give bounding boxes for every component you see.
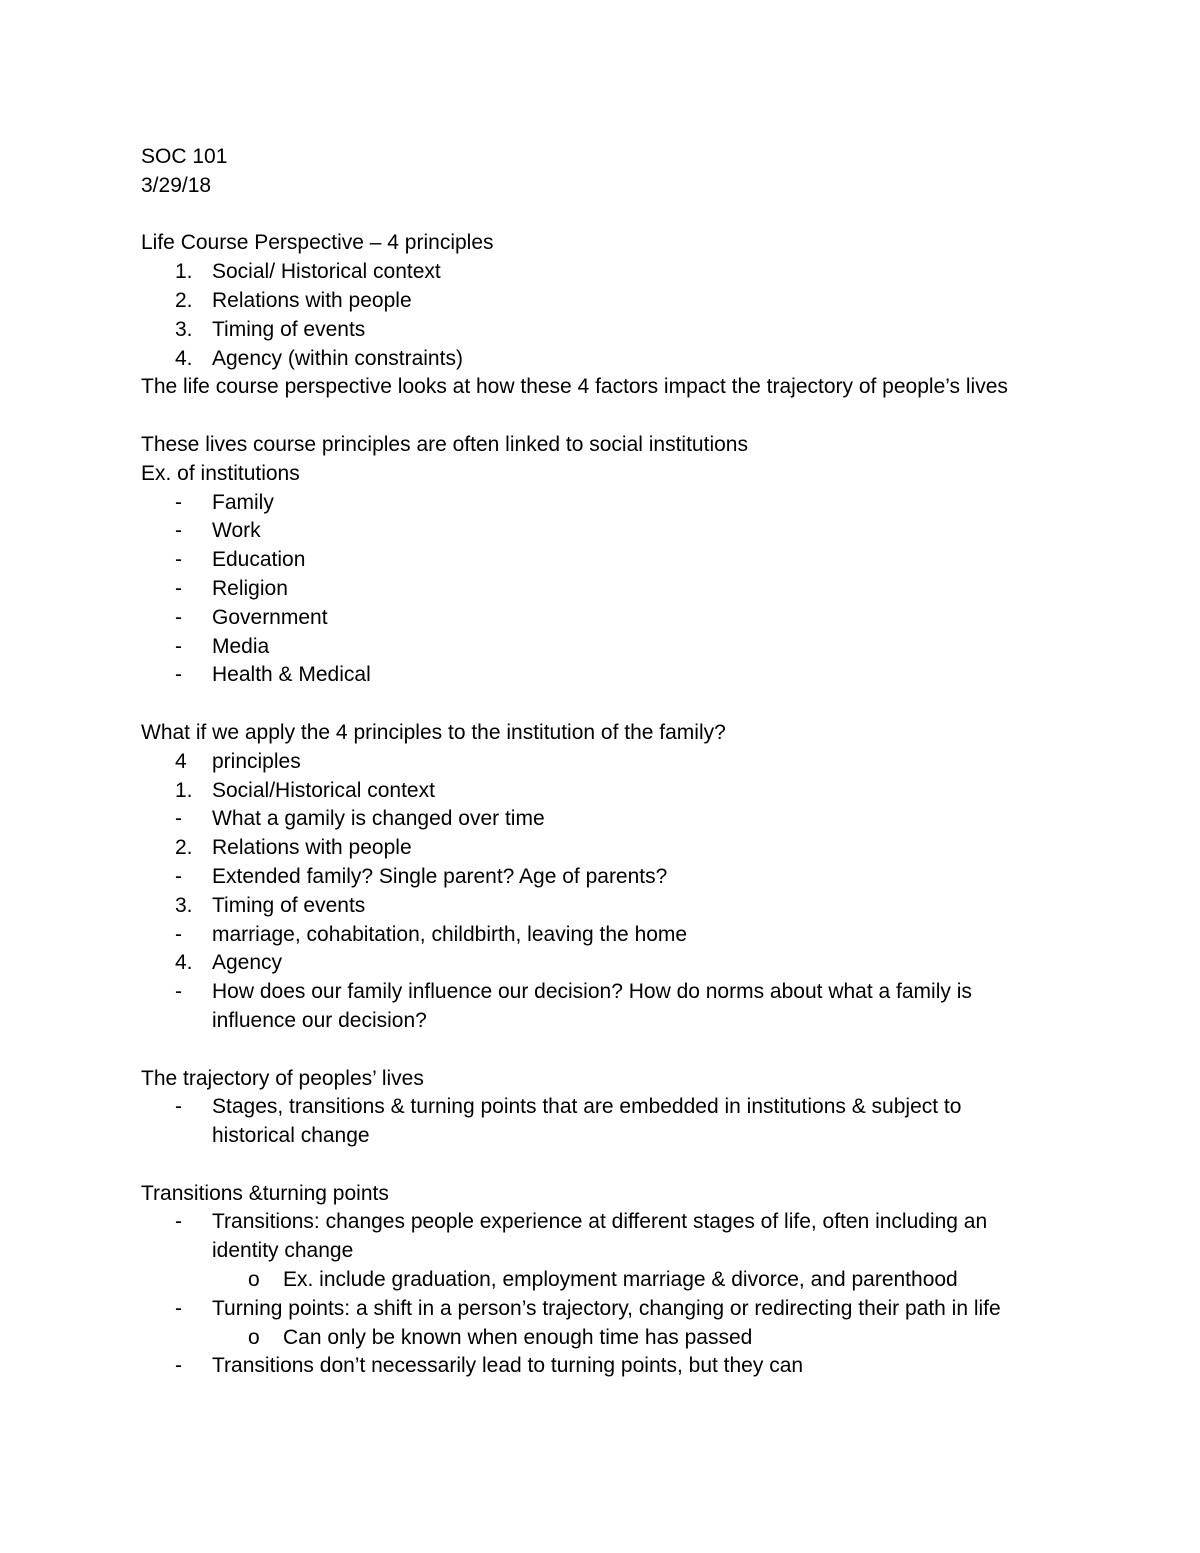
list-item-text: Health & Medical bbox=[212, 663, 371, 687]
course-title: SOC 101 bbox=[141, 145, 228, 168]
section-heading-transitions: Transitions &turning points bbox=[141, 1181, 389, 1205]
list-item bbox=[141, 834, 1141, 863]
list-marker: - bbox=[175, 1095, 182, 1119]
list-item-text: principles bbox=[212, 749, 301, 773]
spacer bbox=[141, 690, 1141, 719]
list-item bbox=[141, 1208, 1141, 1266]
list-item bbox=[141, 575, 1141, 604]
list-item bbox=[141, 517, 1141, 546]
list-item-text: Timing of events bbox=[212, 317, 366, 341]
list-marker: - bbox=[175, 548, 182, 572]
list-item bbox=[141, 546, 1141, 575]
list-item-text: Stages, transitions & turning points that are embedded in institutions & subject to historical change bbox=[212, 1095, 962, 1148]
list-item-text: How does our family influence our decision? How do norms about what a family is influence our decision? bbox=[212, 980, 972, 1032]
list-marker: 2. bbox=[175, 288, 193, 312]
list-item bbox=[141, 633, 1141, 662]
list-item bbox=[141, 345, 1141, 374]
list-item bbox=[141, 949, 1141, 978]
list-item bbox=[141, 316, 1141, 345]
list-item-text: Transitions don’t necessarily lead to turning points, but they can bbox=[212, 1354, 804, 1378]
spacer bbox=[141, 402, 1141, 431]
list-marker: - bbox=[175, 807, 182, 831]
section-heading-trajectory: The trajectory of peoples’ lives bbox=[141, 1066, 424, 1090]
list-item-text: What a gamily is changed over time bbox=[212, 807, 545, 831]
list-item-text: Work bbox=[212, 519, 261, 543]
list-item bbox=[141, 661, 1141, 690]
list-item bbox=[141, 489, 1141, 518]
institutions-intro: These lives course principles are often linked to social institutions bbox=[141, 432, 748, 456]
list-marker: 4 bbox=[175, 749, 187, 773]
list-item-text: Government bbox=[212, 605, 328, 629]
institutions-heading: Ex. of institutions bbox=[141, 461, 300, 485]
sub-list-marker: o bbox=[248, 1325, 260, 1349]
list-marker: 3. bbox=[175, 317, 193, 341]
list-marker: - bbox=[175, 519, 182, 543]
list-marker: 4. bbox=[175, 951, 193, 975]
list-item bbox=[141, 1093, 1141, 1151]
list-item-text: Family bbox=[212, 490, 274, 514]
sub-list-item bbox=[141, 1266, 1141, 1295]
sub-list-marker: o bbox=[248, 1268, 260, 1292]
list-marker: - bbox=[175, 980, 182, 1004]
list-marker: - bbox=[175, 922, 182, 946]
list-item-text: Social/Historical context bbox=[212, 778, 435, 802]
list-item bbox=[141, 805, 1141, 834]
list-item bbox=[141, 258, 1141, 287]
list-item bbox=[141, 287, 1141, 316]
document-page bbox=[141, 143, 1141, 1381]
list-item bbox=[141, 604, 1141, 633]
spacer bbox=[141, 201, 1141, 230]
sub-list-item bbox=[141, 1324, 1141, 1353]
list-marker: - bbox=[175, 1210, 182, 1234]
sub-list-item-text: Can only be known when enough time has passed bbox=[283, 1325, 753, 1349]
list-item-text: Relations with people bbox=[212, 288, 412, 312]
list-item-text: Extended family? Single parent? Age of parents? bbox=[212, 864, 668, 888]
list-marker: - bbox=[175, 864, 182, 888]
list-item-text: Relations with people bbox=[212, 836, 412, 860]
list-item-text: Media bbox=[212, 634, 270, 658]
list-marker: - bbox=[175, 576, 182, 600]
section-summary: The life course perspective looks at how these 4 factors impact the trajectory of people’s lives bbox=[141, 375, 1008, 399]
list-marker: 1. bbox=[175, 778, 193, 802]
spacer bbox=[141, 1151, 1141, 1180]
list-marker: - bbox=[175, 1354, 182, 1378]
list-item-text: Transitions: changes people experience at different stages of life, often including an identity change bbox=[212, 1210, 988, 1263]
list-item bbox=[141, 921, 1141, 950]
list-marker: - bbox=[175, 663, 182, 687]
list-item bbox=[141, 777, 1141, 806]
list-item bbox=[141, 863, 1141, 892]
list-marker: 1. bbox=[175, 260, 193, 284]
list-item bbox=[141, 892, 1141, 921]
list-item-text: Social/ Historical context bbox=[212, 260, 441, 284]
spacer bbox=[141, 1036, 1141, 1065]
list-marker: 2. bbox=[175, 836, 193, 860]
list-item-text: Education bbox=[212, 548, 306, 572]
list-item bbox=[141, 1295, 1141, 1324]
list-item-text: Timing of events bbox=[212, 893, 366, 917]
list-item-text: Religion bbox=[212, 576, 288, 600]
list-item bbox=[141, 978, 1141, 1036]
list-item-text: marriage, cohabitation, childbirth, leaving the home bbox=[212, 922, 688, 946]
list-item-text: Agency (within constraints) bbox=[212, 346, 463, 370]
list-marker: - bbox=[175, 605, 182, 629]
list-marker: - bbox=[175, 634, 182, 658]
list-item-text: Turning points: a shift in a person’s trajectory, changing or redirecting their path in life bbox=[212, 1296, 1001, 1320]
family-question: What if we apply the 4 principles to the institution of the family? bbox=[141, 720, 726, 744]
section-heading-life-course: Life Course Perspective – 4 principles bbox=[141, 231, 494, 255]
list-marker: - bbox=[175, 490, 182, 514]
sub-list-item-text: Ex. include graduation, employment marriage & divorce, and parenthood bbox=[283, 1268, 958, 1292]
list-marker: 3. bbox=[175, 893, 193, 917]
list-item bbox=[141, 1352, 1141, 1381]
list-marker: 4. bbox=[175, 346, 193, 370]
list-item bbox=[141, 748, 1141, 777]
list-marker: - bbox=[175, 1296, 182, 1320]
list-item-text: Agency bbox=[212, 951, 283, 975]
note-date: 3/29/18 bbox=[141, 173, 212, 197]
